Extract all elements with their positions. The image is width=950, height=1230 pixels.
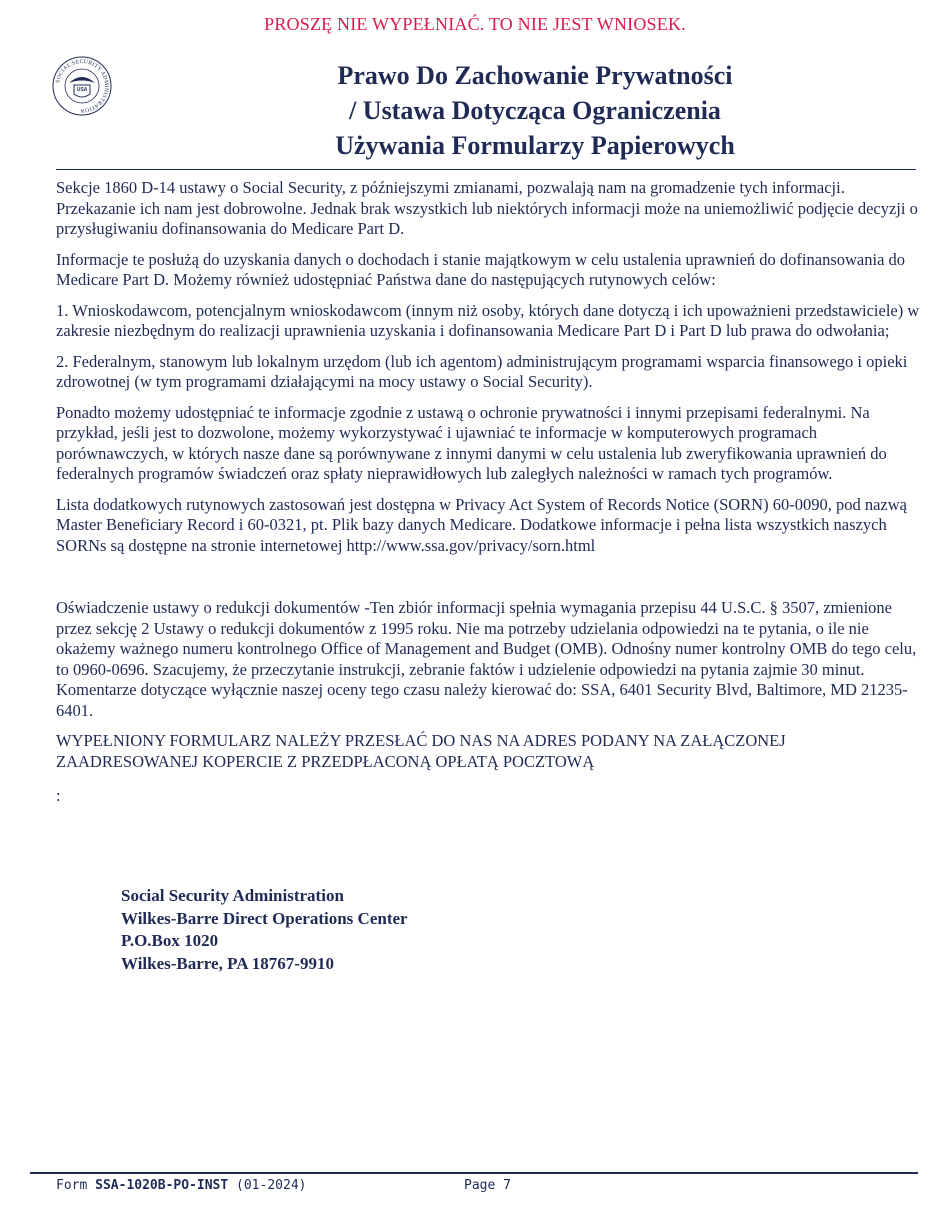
address-line: Wilkes-Barre Direct Operations Center bbox=[121, 908, 408, 928]
page-number: Page 7 bbox=[464, 1178, 511, 1193]
paragraph-computer-matching: Ponadto możemy udostępniać te informacje zgodnie z ustawą o ochronie prywatności i innymi przepisami federalnymi. Na przykład, jeśli jest to dozwolone, możemy wykorzystywać i ujawniać te informacje w komputerowych programach porównawczych, w których nasze dane są porównywane z innymi danymi w celu ustalenia lub zweryfikowania uprawnień do federalnych programów świadczeń oraz spłaty nieprawidłowych lub zaległych należności w ramach tych programów. bbox=[56, 402, 887, 483]
title-line: / Ustawa Dotycząca Ograniczenia bbox=[349, 96, 721, 125]
paragraph-routine-use-2: 2. Federalnym, stanowym lub lokalnym urzędom (lub ich agentom) administrującym programami wsparcia finansowego i opieki zdrowotnej (w tym programami działającymi na mocy ustawy o Social Security). bbox=[56, 351, 908, 391]
paragraph-sorn-list: Lista dodatkowych rutynowych zastosowań jest dostępna w Privacy Act System of Records Notice (SORN) 60-0090, pod nazwą Master Beneficiary Record i 60-0321, pt. Plik bazy danych Medicare. Dodatkowe informacje i pełna lista wszystkich naszych SORNs są dostępne na stronie internetowej http://www.ssa.gov/privacy/sorn.html bbox=[56, 494, 907, 555]
title-divider bbox=[56, 169, 916, 170]
mailing-address bbox=[121, 885, 408, 975]
form-code: SSA-1020B-PO-INST bbox=[95, 1178, 229, 1193]
svg-text:SOCIAL SECURITY ADMINISTRATION: SOCIAL SECURITY ADMINISTRATION bbox=[55, 58, 110, 114]
document-body bbox=[56, 178, 920, 806]
address-line: P.O.Box 1020 bbox=[121, 931, 219, 950]
paragraph-routine-use-1: 1. Wnioskodawcom, potencjalnym wnioskodawcom (innym niż osoby, których dane dotyczą i ich upoważnieni przedstawiciele) w zakresie niezbędnym do realizacji uprawnienia uzyskania i dofinansowania Medicare Part D i Part D lub prawa do odwołania; bbox=[56, 300, 920, 340]
footer-divider bbox=[30, 1172, 918, 1174]
title-line: Prawo Do Zachowanie Prywatności bbox=[337, 61, 733, 90]
form-prefix: Form bbox=[56, 1178, 88, 1193]
paragraph-legal-authority: Sekcje 1860 D-14 ustawy o Social Security, z późniejszymi zmianami, pozwalają nam na gromadzenie tych informacji. Przekazanie ich nam jest dobrowolne. Jednak brak wszystkich lub niektórych informacji może na uniemożliwić podjęcie decyzji o przysługiwaniu dofinansowania do Medicare Part D. bbox=[56, 178, 918, 238]
page-title bbox=[150, 58, 920, 163]
svg-text:USA: USA bbox=[76, 87, 88, 93]
title-line: Używania Formularzy Papierowych bbox=[335, 131, 735, 160]
address-line: Wilkes-Barre, PA 18767-9910 bbox=[121, 953, 334, 973]
paragraph-paperwork-reduction: Oświadczenie ustawy o redukcji dokumentów -Ten zbiór informacji spełnia wymagania przepisu 44 U.S.C. § 3507, zmienione przez sekcję 2 Ustawy o redukcji dokumentów z 1995 roku. Nie ma potrzeby udzielania odpowiedzi na te pytania, o ile nie okażemy ważnego numeru kontrolnego Office of Management and Budget (OMB). Odnośny numer kontrolny OMB do tego celu, to 0960-0696. Szacujemy, że przeczytanie instrukcji, zebranie faktów i udzielenie odpowiedzi na pytania zajmie 30 minut. Komentarze dotyczące wyłącznie naszej oceny tego czasu należy kierować do: SSA, 6401 Security Blvd, Baltimore, MD 21235-6401. bbox=[56, 598, 917, 720]
colon-mark: : bbox=[56, 786, 61, 805]
address-line: Social Security Administration bbox=[121, 886, 344, 905]
page-footer bbox=[56, 1178, 511, 1193]
paragraph-purpose: Informacje te posłużą do uzyskania danych o dochodach i stanie majątkowym w celu ustalenia uprawnień do dofinansowania do Medicare Part D. Możemy również udostępniać Państwa dane do następujących rutynowych celów: bbox=[56, 249, 906, 289]
ssa-seal-logo bbox=[52, 56, 112, 116]
form-date: (01-2024) bbox=[236, 1178, 307, 1193]
paragraph-mailing-instruction: WYPEŁNIONY FORMULARZ NALEŻY PRZESŁAĆ DO NAS NA ADRES PODANY NA ZAŁĄCZONEJ ZAADRESOWANEJ KOPERCIE Z PRZEDPŁACONĄ OPŁATĄ POCZTOWĄ bbox=[56, 731, 786, 771]
do-not-fill-warning: PROSZĘ NIE WYPEŁNIAĆ. TO NIE JEST WNIOSEK. bbox=[264, 14, 686, 34]
